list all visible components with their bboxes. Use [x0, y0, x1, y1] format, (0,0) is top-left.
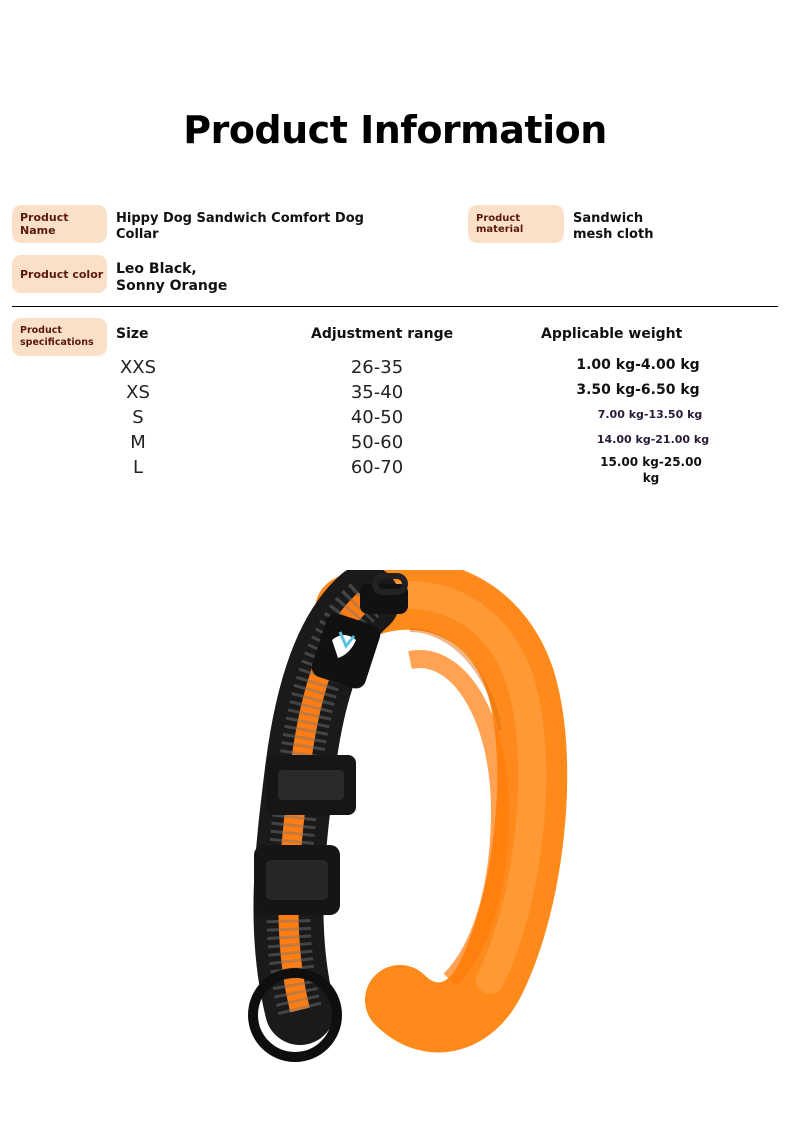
product-name-tag [12, 205, 107, 243]
product-material-label: Product material [476, 213, 524, 235]
product-name-label: Product Name [20, 211, 69, 237]
header-applicable-weight: Applicable weight [541, 326, 683, 342]
size-cell: XS [126, 382, 150, 403]
weight-cell: 15.00 kg-25.00 kg [600, 455, 702, 485]
size-cell: XXS [119, 357, 157, 378]
size-cell: M [130, 432, 146, 453]
product-color-tag [12, 255, 107, 293]
product-color-value: Leo Black, Sonny Orange [116, 261, 228, 294]
header-size: Size [116, 326, 149, 342]
size-cell: S [132, 407, 144, 428]
product-specifications-label: Product specifications [20, 325, 94, 348]
range-cell: 40-50 [350, 407, 404, 428]
range-cell: 26-35 [350, 357, 404, 378]
page-title: Product Information [183, 108, 607, 152]
range-cell: 60-70 [350, 457, 404, 478]
product-name-value: Hippy Dog Sandwich Comfort Dog Collar [116, 211, 364, 242]
weight-cell: 1.00 kg-4.00 kg [576, 357, 700, 373]
product-material-tag [468, 205, 564, 243]
weight-cell: 7.00 kg-13.50 kg [597, 408, 703, 421]
range-cell: 50-60 [350, 432, 404, 453]
product-material-value: Sandwich mesh cloth [573, 211, 654, 242]
weight-cell: 14.00 kg-21.00 kg [596, 433, 710, 446]
dog-collar-photo [200, 570, 600, 1090]
divider [12, 306, 778, 307]
range-cell: 35-40 [350, 382, 404, 403]
size-cell: L [132, 457, 144, 478]
weight-cell: 3.50 kg-6.50 kg [576, 382, 700, 398]
header-adjustment-range: Adjustment range [311, 326, 454, 342]
product-specifications-tag [12, 318, 107, 356]
product-color-label: Product color [20, 267, 104, 281]
